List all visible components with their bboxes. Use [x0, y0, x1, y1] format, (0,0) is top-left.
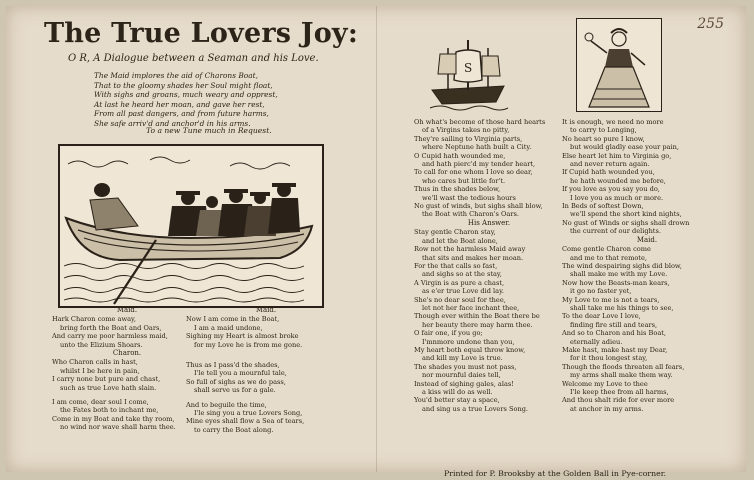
verse-line: Come gentle Charon come — [562, 245, 651, 254]
verse-line: I'le sing you a true Lovers Song, — [194, 409, 303, 418]
argument-line: With sighs and groans, much weary and opprest, — [94, 90, 278, 100]
verse-line: he hath wounded me before, — [570, 176, 666, 185]
verse-line: I am a maid undone, — [194, 323, 263, 332]
ship-woodcut — [426, 34, 510, 114]
verse-line: a kiss will do as well. — [422, 388, 493, 396]
verse-line: To call for one whom I love so dear, — [414, 168, 533, 177]
verse-line: Instead of sighing gales, alas! — [414, 379, 514, 388]
verse-line: eternally adieu. — [570, 337, 623, 346]
verse-line: and hath pierc'd my tender heart, — [422, 160, 536, 169]
verse-line: who cares but little for't. — [422, 176, 506, 185]
verse-line: Make hast, make hast my Dear, — [562, 345, 668, 354]
verse-line: No heart so pure I know, — [562, 134, 645, 143]
printer-colophon: Printed for P. Brooksby at the Golden Ball in Pye-corner. — [444, 469, 667, 478]
verse-line: For the that calls so fast, — [414, 261, 498, 270]
verse-line: Now I am come in the Boat, — [186, 315, 280, 324]
verse-line: And thou shalt ride for ever more — [562, 396, 675, 405]
center-fold — [376, 6, 377, 472]
verse-column-4 — [562, 118, 732, 413]
verse-line: I'le tell you a mournful tale, — [194, 369, 287, 378]
verse-line: O fair one, if you go; — [414, 329, 483, 338]
verse-line: Mine eyes shall flow a Sea of tears, — [186, 417, 305, 426]
verse-line: In Beds of softest Down, — [562, 202, 644, 211]
verse-line: Oh what's become of those hard hearts — [414, 118, 546, 126]
verse-line: whilst I be here in pain, — [60, 366, 140, 375]
verse-line: Sighing my Heart is almost broke — [186, 332, 299, 341]
verse-line: Hark Charon come away, — [52, 315, 136, 324]
verse-line: my arms shall make them way. — [570, 371, 673, 380]
verse-line: where Neptune hath built a City. — [422, 143, 532, 152]
verse-line: I'le keep thee from all harms, — [570, 388, 669, 396]
verse-line: let not her face inchant thee, — [422, 303, 520, 312]
verse-column-2 — [186, 306, 346, 434]
verse-line: The shades you must not pass, — [414, 362, 517, 371]
verse-line: to carry to Longing, — [570, 126, 637, 135]
verse-line: and kill my Love is true. — [422, 354, 503, 363]
verse-line: for my Love he is from me gone. — [194, 340, 303, 349]
verse-line: shall take me his things to see, — [570, 303, 674, 312]
verse-line: Come in my Boat and take thy room, — [52, 414, 175, 423]
tune-direction: To a new Tune much in Request. — [146, 126, 272, 135]
verse-line: You'd better stay a space, — [414, 396, 500, 405]
verse-line: The wind despairing sighs did blow, — [562, 261, 682, 270]
verse-line: Now how the Beasts-man kears, — [562, 278, 670, 287]
verse-column-1 — [52, 306, 202, 432]
boat-woodcut — [58, 144, 324, 308]
verse-line: unto the Elizium Shoars. — [60, 340, 143, 349]
verse-line: My heart both equal throw know, — [414, 345, 526, 354]
verse-column-3 — [414, 118, 564, 413]
verse-line: of a Virgins takes no pitty, — [422, 126, 510, 135]
verse-line: To the dear Love I love, — [562, 312, 641, 321]
verse-line: and sing us a true Lovers Song. — [422, 404, 529, 413]
verse-line: bring forth the Boat and Oars, — [60, 323, 162, 332]
verse-line: Row not the harmless Maid away — [414, 245, 526, 254]
verse-line: My Love to me is not a tears, — [562, 295, 660, 304]
verse-line: I carry none but pure and chast, — [52, 375, 161, 384]
verse-line: Though ever within the Boat there be — [414, 312, 540, 321]
verse-line: So full of sighs as we do pass, — [186, 377, 286, 386]
verse-line: at anchor in my arms. — [570, 404, 644, 413]
verse-line: No gust of Winds or sighs shall drown — [562, 218, 690, 227]
verse-line: I am come, dear soul I come, — [52, 398, 149, 407]
argument-line: That to the gloomy shades her Soul might float, — [94, 80, 273, 90]
ballad-subtitle: O R, A Dialogue between a Seaman and his Love. — [68, 53, 319, 64]
verse-line: No gust of winds, but sighs shall blow, — [414, 202, 543, 211]
verse-line: and me to that remote, — [570, 253, 647, 262]
verse-line: and sighs so at the stay, — [422, 270, 502, 279]
verse-line: Who Charon calls in hast, — [52, 358, 138, 367]
verse-line: the Fates both to inchant me, — [60, 406, 159, 415]
verse-line: but would gladly ease your pain, — [570, 143, 679, 152]
verse-line: And so to Charon and his Boat, — [562, 329, 666, 338]
svg-text:S: S — [464, 61, 473, 75]
lady-woodcut — [576, 18, 662, 112]
verse-line: Though the floods threaten all fears, — [562, 362, 685, 371]
speaker-heading: Maid. — [116, 306, 138, 314]
verse-line: A Virgin is as pure a chast, — [414, 278, 505, 287]
verse-line: we'll spend the short kind nights, — [570, 210, 682, 219]
verse-line: her beauty there may harm thee. — [422, 320, 533, 329]
verse-line: and never return again. — [570, 160, 650, 169]
speaker-heading: Maid. — [636, 235, 658, 244]
verse-line: If you love as you say you do, — [562, 185, 660, 194]
verse-line: and let the Boat alone, — [422, 236, 498, 245]
verse-line: we'll wast the tedious hours — [422, 193, 516, 202]
verse-line: such as true Love hath slain. — [60, 383, 157, 392]
speaker-heading: His Answer. — [467, 218, 511, 227]
verse-line: Else heart let him to Virginia go, — [562, 151, 672, 160]
speaker-heading: Maid. — [255, 306, 277, 314]
verse-line: Stay gentle Charon stay, — [414, 228, 496, 237]
verse-line: that sits and makes her moan. — [422, 253, 524, 262]
verse-line: And carry me poor harmless maid, — [52, 332, 168, 341]
verse-line: They're sailing to Virginia parts, — [414, 134, 523, 143]
ballad-title: The True Lovers Joy: — [44, 18, 358, 49]
verse-line: Thus as I pass'd the shades, — [186, 361, 280, 370]
verse-line: She's no dear soul for thee, — [414, 295, 506, 304]
verse-line: It is enough, we need no more — [562, 118, 664, 126]
verse-line: for it thou longest stay, — [570, 354, 648, 363]
verse-line: shall make me with my Love. — [570, 270, 668, 279]
verse-line: it go no faster yet, — [570, 287, 632, 296]
verse-line: as e'er true Love did lay. — [422, 287, 505, 296]
verse-line: the Boat with Charon's Oars. — [422, 210, 519, 219]
argument-verse — [94, 71, 278, 129]
folio-number: 255 — [697, 16, 724, 32]
verse-line: to carry the Boat along. — [194, 425, 274, 434]
verse-line: O Cupid hath wounded me, — [414, 151, 506, 160]
argument-line: At last he heard her moan, and gave her rest, — [94, 99, 265, 109]
verse-line: finding fire still and tears, — [570, 320, 658, 329]
argument-line: The Maid implores the aid of Charons Boat, — [94, 71, 258, 80]
argument-line: She safe arriv'd and anchor'd in his arms. — [94, 118, 251, 128]
verse-line: nor mournful daies tell, — [422, 371, 501, 380]
speaker-heading: Charon. — [112, 349, 142, 358]
verse-line: Thus in the shades below, — [414, 185, 501, 194]
verse-line: If Cupid hath wounded you, — [562, 168, 655, 177]
argument-line: From all past dangers, and from future harms, — [94, 109, 269, 119]
verse-line: And to beguile the time, — [186, 400, 267, 409]
verse-line: Welcome my Love to thee — [562, 379, 648, 388]
verse-line: the current of our delights. — [570, 227, 661, 236]
verse-line: I love you as much or more. — [570, 193, 664, 202]
verse-line: shall serve us for a gale. — [194, 386, 276, 395]
verse-line: no wind nor wave shall harm thee. — [60, 423, 176, 432]
broadside-sheet — [6, 6, 746, 478]
verse-line: I'mnmore undone than you, — [422, 337, 515, 346]
